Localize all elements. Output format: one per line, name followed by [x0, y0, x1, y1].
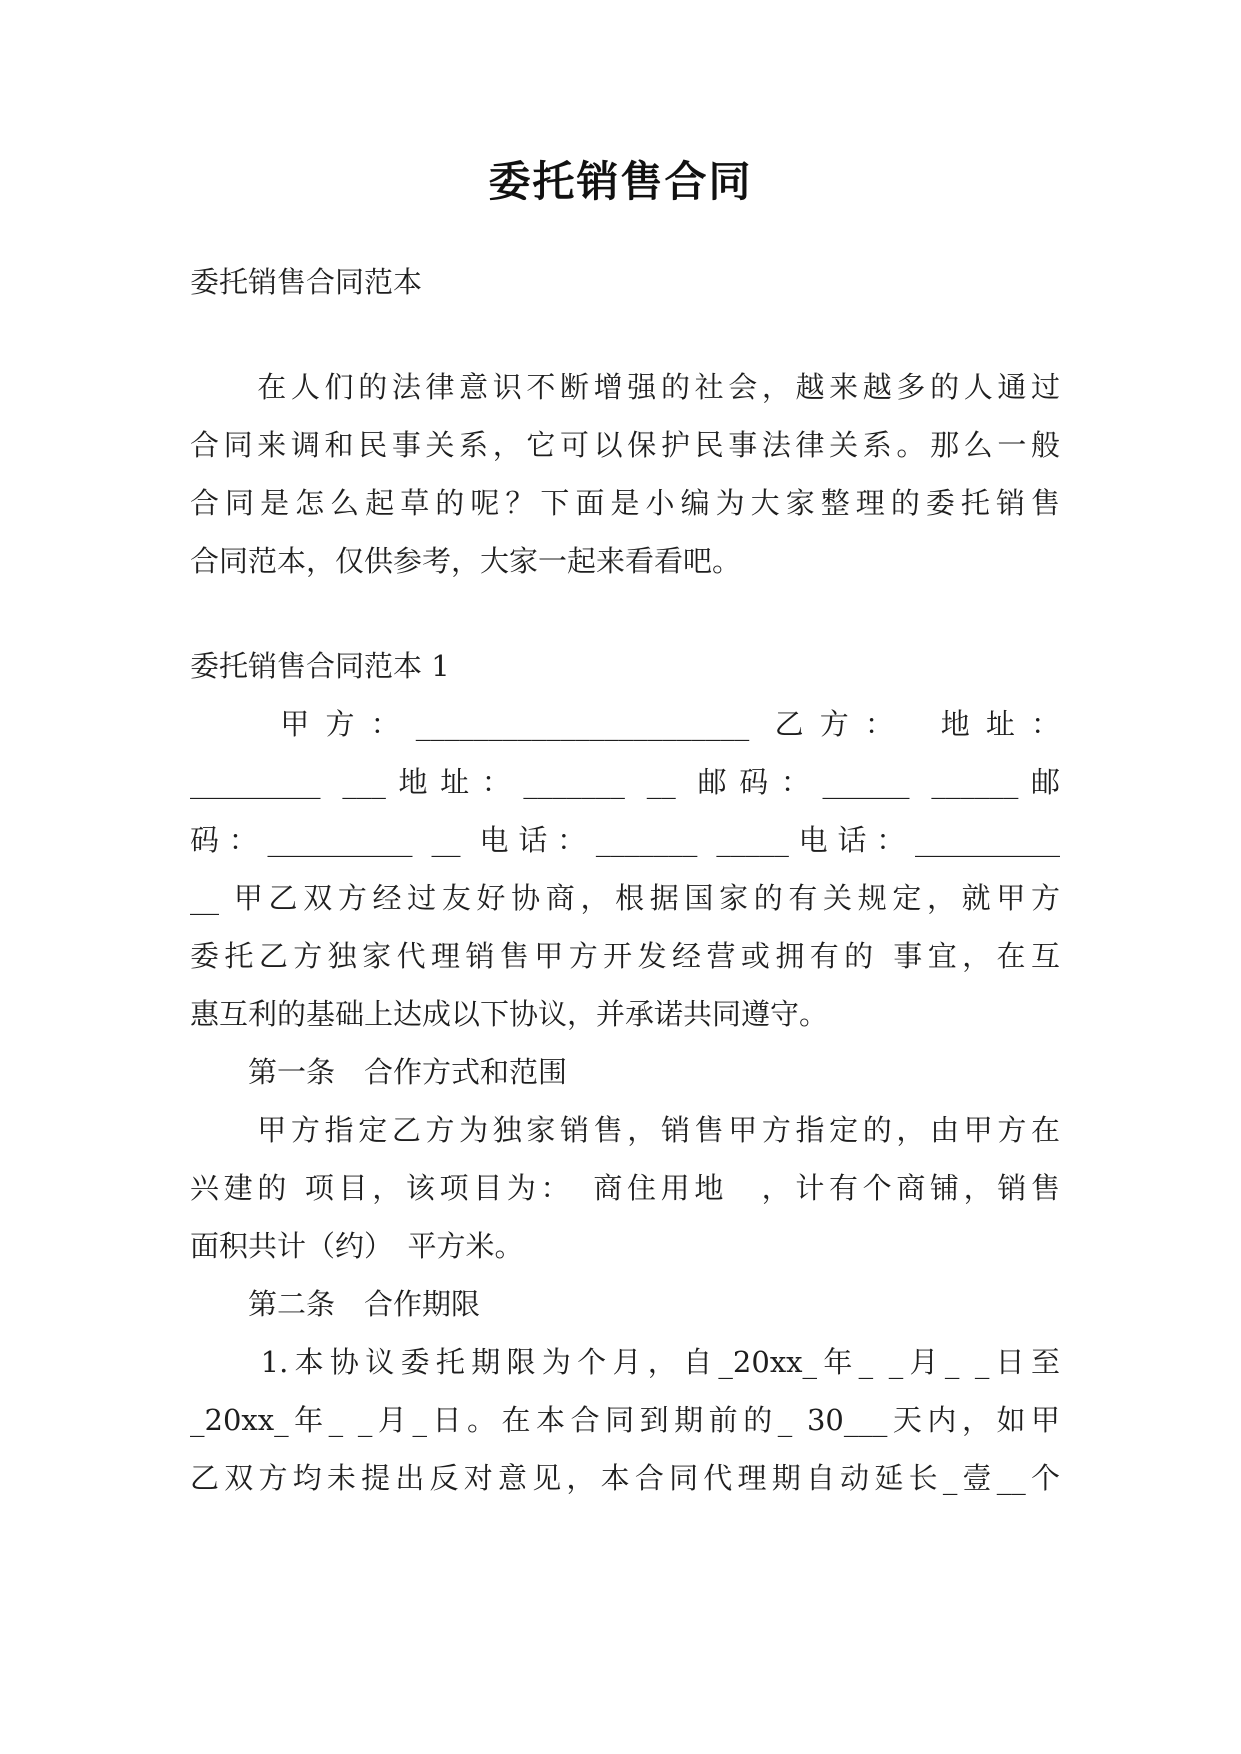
article-1-title: 第一条 合作方式和范围: [190, 1055, 568, 1089]
intro-line: 合同来调和民事关系，它可以保护民事法律关系。那么一般: [190, 428, 1060, 462]
article-2-title: 第二条 合作期限: [190, 1287, 481, 1321]
parties-line: 码：__________ __ 电话：_______ _____电话：__________: [190, 823, 1060, 857]
parties-line: 甲方：_______________________ 乙方： 地址：: [190, 707, 1060, 741]
parties-line: __ 甲乙双方经过友好协商，根据国家的有关规定，就甲方: [190, 881, 1060, 915]
section-heading: 委托销售合同范本 1: [190, 649, 450, 683]
intro-line: 合同是怎么起草的呢？下面是小编为大家整理的委托销售: [190, 486, 1060, 520]
article-1-line: 甲方指定乙方为独家销售，销售甲方指定的，由甲方在: [190, 1113, 1060, 1147]
article-2-line: 1.本协议委托期限为个月，自_20xx_年_ _月_ _日至: [190, 1345, 1060, 1379]
article-1-line: 兴建的 项目，该项目为： 商住用地 ，计有个商铺，销售: [190, 1171, 1060, 1205]
document-subtitle: 委托销售合同范本: [190, 265, 423, 299]
parties-line: 委托乙方独家代理销售甲方开发经营或拥有的 事宜，在互: [190, 939, 1060, 973]
document-title: 委托销售合同: [488, 157, 753, 206]
article-2-line: _20xx_年_ _月_日。在本合同到期前的_ 30___天内，如甲: [190, 1403, 1060, 1437]
intro-line: 在人们的法律意识不断增强的社会，越来越多的人通过: [190, 370, 1060, 404]
parties-line: _________ ___地址：_______ __ 邮码：______ ______邮: [190, 765, 1060, 799]
article-1-line: 面积共计（约） 平方米。: [190, 1229, 524, 1263]
intro-line: 合同范本，仅供参考，大家一起来看看吧。: [190, 544, 742, 578]
article-2-line: 乙双方均未提出反对意见，本合同代理期自动延长_壹__个: [190, 1461, 1060, 1495]
parties-line: 惠互利的基础上达成以下协议，并承诺共同遵守。: [190, 997, 829, 1031]
